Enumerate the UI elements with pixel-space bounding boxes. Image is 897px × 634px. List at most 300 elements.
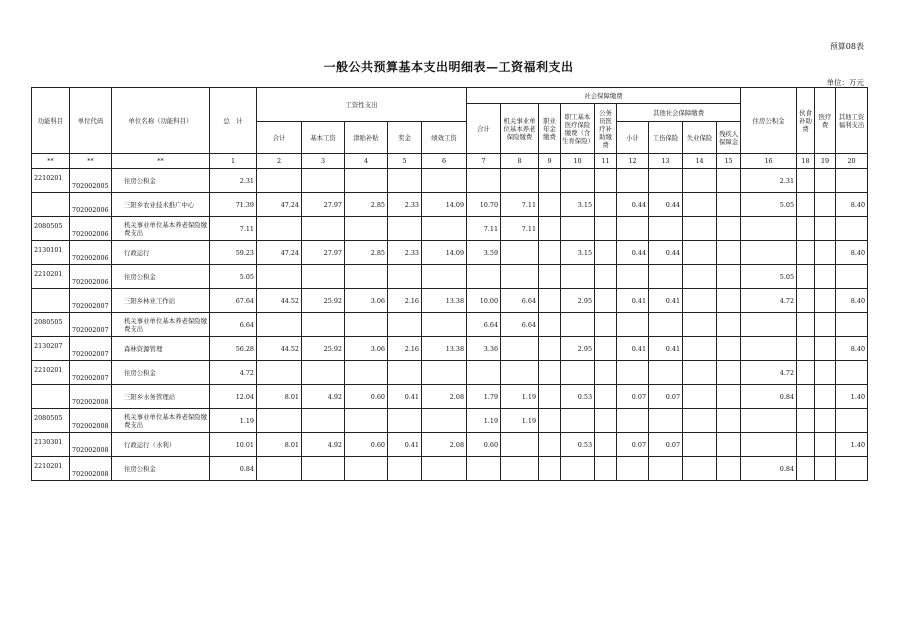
bonus-cell: 2.16	[388, 289, 422, 313]
injury-cell: 0.41	[649, 289, 683, 313]
page-title: 一般公共预算基本支出明细表—工资福利支出	[323, 60, 574, 74]
other-wage-welfare-cell: 8.40	[836, 337, 868, 361]
unit-code-cell: 702002006	[70, 241, 112, 265]
sequence-cell: 5	[388, 154, 422, 169]
other-subtotal-cell: 0.41	[617, 289, 649, 313]
civil-medical-cell	[595, 193, 617, 217]
medical-fee-cell	[815, 289, 836, 313]
wage-subtotal-cell: 44.52	[257, 289, 302, 313]
header-other-social-group: 其他社会保障缴费	[617, 104, 741, 122]
social-subtotal-cell: 1.79	[467, 385, 501, 409]
unit-name-cell: 三阳乡水务管理站	[112, 385, 210, 409]
other-wage-welfare-cell: 8.40	[836, 289, 868, 313]
total-cell: 59.23	[210, 241, 257, 265]
meal-subsidy-cell	[797, 337, 815, 361]
meal-subsidy-cell	[797, 217, 815, 241]
disability-cell	[717, 409, 741, 433]
pension-cell: 6.64	[501, 313, 539, 337]
disability-cell	[717, 385, 741, 409]
unit-code-cell: 702002007	[70, 337, 112, 361]
merit-pay-cell: 14.09	[422, 241, 467, 265]
unemployment-cell	[683, 385, 717, 409]
table-row	[32, 241, 868, 265]
meal-subsidy-cell	[797, 265, 815, 289]
allowance-cell	[345, 265, 388, 289]
civil-medical-cell	[595, 169, 617, 193]
unemployment-cell	[683, 457, 717, 481]
injury-cell	[649, 265, 683, 289]
social-subtotal-cell: 7.11	[467, 217, 501, 241]
disability-cell	[717, 241, 741, 265]
header-medical-insurance: 职工基本医疗保险缴费（含生育保险）	[561, 104, 595, 154]
pension-cell: 7.11	[501, 217, 539, 241]
wage-subtotal-cell: 44.52	[257, 337, 302, 361]
social-subtotal-cell: 1.19	[467, 409, 501, 433]
housing-fund-cell: 2.31	[741, 169, 797, 193]
meal-subsidy-cell	[797, 361, 815, 385]
unit-code-cell: 702002006	[70, 193, 112, 217]
medical-insurance-cell: 2.95	[561, 337, 595, 361]
sequence-cell: **	[32, 154, 70, 169]
other-subtotal-cell	[617, 457, 649, 481]
injury-cell	[649, 361, 683, 385]
civil-medical-cell	[595, 265, 617, 289]
bonus-cell: 2.16	[388, 337, 422, 361]
basic-wage-cell	[302, 217, 345, 241]
sequence-cell: 12	[617, 154, 649, 169]
housing-fund-cell	[741, 409, 797, 433]
total-cell: 4.72	[210, 361, 257, 385]
header-basic-wage: 基本工资	[302, 122, 345, 154]
allowance-cell	[345, 409, 388, 433]
unit-name-cell: 三阳乡林业工作站	[112, 289, 210, 313]
unemployment-cell	[683, 361, 717, 385]
medical-insurance-cell	[561, 265, 595, 289]
sequence-cell: 9	[539, 154, 561, 169]
medical-fee-cell	[815, 409, 836, 433]
injury-cell	[649, 409, 683, 433]
pension-cell	[501, 337, 539, 361]
housing-fund-cell: 5.05	[741, 265, 797, 289]
social-subtotal-cell: 3.59	[467, 241, 501, 265]
header-unit-name: 单位名称（功能科目）	[112, 88, 210, 154]
injury-cell	[649, 313, 683, 337]
basic-wage-cell: 4.92	[302, 433, 345, 457]
annuity-cell	[539, 241, 561, 265]
medical-fee-cell	[815, 265, 836, 289]
header-unit-code: 单位代码	[70, 88, 112, 154]
header-annuity: 职业年金缴费	[539, 104, 561, 154]
wage-subtotal-cell	[257, 265, 302, 289]
table-row	[32, 313, 868, 337]
social-subtotal-cell: 0.60	[467, 433, 501, 457]
unit-code-cell: 702002008	[70, 409, 112, 433]
sequence-cell: 6	[422, 154, 467, 169]
other-wage-welfare-cell	[836, 265, 868, 289]
social-subtotal-cell	[467, 265, 501, 289]
merit-pay-cell: 13.38	[422, 337, 467, 361]
table-row	[32, 409, 868, 433]
header-pension: 机关事业单位基本养老保险缴费	[501, 104, 539, 154]
social-subtotal-cell	[467, 457, 501, 481]
annuity-cell	[539, 433, 561, 457]
other-subtotal-cell	[617, 361, 649, 385]
injury-cell: 0.41	[649, 337, 683, 361]
housing-fund-cell	[741, 313, 797, 337]
unit-code-cell: 702002007	[70, 289, 112, 313]
other-wage-welfare-cell	[836, 361, 868, 385]
meal-subsidy-cell	[797, 313, 815, 337]
sequence-cell: 11	[595, 154, 617, 169]
unit-name-cell: 机关事业单位基本养老保险缴费支出	[112, 409, 210, 433]
annuity-cell	[539, 289, 561, 313]
meal-subsidy-cell	[797, 193, 815, 217]
merit-pay-cell	[422, 265, 467, 289]
unit-name-cell: 住房公积金	[112, 457, 210, 481]
sequence-cell: 13	[649, 154, 683, 169]
disability-cell	[717, 217, 741, 241]
unit-name-cell: 森林资源管理	[112, 337, 210, 361]
basic-wage-cell: 27.97	[302, 241, 345, 265]
other-wage-welfare-cell	[836, 313, 868, 337]
meal-subsidy-cell	[797, 457, 815, 481]
wage-subtotal-cell	[257, 361, 302, 385]
bonus-cell	[388, 217, 422, 241]
header-other-subtotal: 小计	[617, 122, 649, 154]
table-row	[32, 169, 868, 193]
medical-insurance-cell	[561, 169, 595, 193]
allowance-cell	[345, 457, 388, 481]
medical-insurance-cell	[561, 361, 595, 385]
bonus-cell	[388, 409, 422, 433]
medical-insurance-cell	[561, 409, 595, 433]
other-subtotal-cell: 0.44	[617, 241, 649, 265]
allowance-cell: 0.60	[345, 385, 388, 409]
header-merit-pay: 绩效工资	[422, 122, 467, 154]
injury-cell: 0.44	[649, 241, 683, 265]
other-subtotal-cell	[617, 313, 649, 337]
other-wage-welfare-cell	[836, 457, 868, 481]
civil-medical-cell	[595, 409, 617, 433]
unit-code-cell: 702002007	[70, 313, 112, 337]
unit-code-cell: 702002006	[70, 217, 112, 241]
unit-code-cell: 702002005	[70, 169, 112, 193]
unit-name-cell: 行政运行（水利）	[112, 433, 210, 457]
merit-pay-cell: 2.08	[422, 433, 467, 457]
table-row	[32, 433, 868, 457]
allowance-cell	[345, 361, 388, 385]
sequence-cell: 1	[210, 154, 257, 169]
unemployment-cell	[683, 433, 717, 457]
civil-medical-cell	[595, 385, 617, 409]
wage-subtotal-cell: 47.24	[257, 193, 302, 217]
unemployment-cell	[683, 313, 717, 337]
unit-code-cell: 702002008	[70, 385, 112, 409]
total-cell: 0.84	[210, 457, 257, 481]
bonus-cell: 2.33	[388, 241, 422, 265]
other-subtotal-cell: 0.07	[617, 385, 649, 409]
bonus-cell	[388, 169, 422, 193]
func-code-cell: 2080505	[32, 313, 70, 337]
bonus-cell: 2.33	[388, 193, 422, 217]
allowance-cell: 3.06	[345, 337, 388, 361]
annuity-cell	[539, 313, 561, 337]
annuity-cell	[539, 409, 561, 433]
meal-subsidy-cell	[797, 385, 815, 409]
header-disability-fund: 残疾人保障金	[717, 122, 741, 154]
header-row-1	[32, 88, 868, 104]
merit-pay-cell	[422, 169, 467, 193]
total-cell: 10.01	[210, 433, 257, 457]
table-row	[32, 289, 868, 313]
medical-fee-cell	[815, 313, 836, 337]
sequence-cell: 7	[467, 154, 501, 169]
wage-subtotal-cell	[257, 169, 302, 193]
social-subtotal-cell: 10.70	[467, 193, 501, 217]
table-body	[32, 169, 868, 481]
func-code-cell: 2130301	[32, 433, 70, 457]
wage-subtotal-cell: 47.24	[257, 241, 302, 265]
pension-cell	[501, 265, 539, 289]
pension-cell: 1.19	[501, 409, 539, 433]
disability-cell	[717, 265, 741, 289]
civil-medical-cell	[595, 433, 617, 457]
other-wage-welfare-cell	[836, 409, 868, 433]
unit-name-cell: 住房公积金	[112, 361, 210, 385]
sequence-cell: 16	[741, 154, 797, 169]
other-wage-welfare-cell: 1.40	[836, 385, 868, 409]
allowance-cell: 2.85	[345, 241, 388, 265]
basic-wage-cell: 25.92	[302, 289, 345, 313]
medical-insurance-cell: 3.15	[561, 241, 595, 265]
basic-wage-cell	[302, 457, 345, 481]
allowance-cell	[345, 313, 388, 337]
injury-cell	[649, 457, 683, 481]
sequence-cell: **	[112, 154, 210, 169]
unemployment-cell	[683, 169, 717, 193]
unit-name-cell: 住房公积金	[112, 169, 210, 193]
unit-name-cell: 住房公积金	[112, 265, 210, 289]
func-code-cell: 2130207	[32, 337, 70, 361]
medical-fee-cell	[815, 433, 836, 457]
bonus-cell	[388, 457, 422, 481]
basic-wage-cell	[302, 169, 345, 193]
allowance-cell: 3.06	[345, 289, 388, 313]
allowance-cell: 2.85	[345, 193, 388, 217]
housing-fund-cell: 0.84	[741, 457, 797, 481]
other-wage-welfare-cell: 8.40	[836, 193, 868, 217]
other-subtotal-cell	[617, 169, 649, 193]
other-subtotal-cell: 0.07	[617, 433, 649, 457]
medical-fee-cell	[815, 241, 836, 265]
housing-fund-cell	[741, 337, 797, 361]
basic-wage-cell: 4.92	[302, 385, 345, 409]
merit-pay-cell	[422, 313, 467, 337]
medical-fee-cell	[815, 457, 836, 481]
medical-fee-cell	[815, 217, 836, 241]
meal-subsidy-cell	[797, 169, 815, 193]
disability-cell	[717, 457, 741, 481]
merit-pay-cell: 2.08	[422, 385, 467, 409]
medical-insurance-cell: 0.53	[561, 433, 595, 457]
housing-fund-cell: 5.05	[741, 193, 797, 217]
sequence-cell: 10	[561, 154, 595, 169]
total-cell: 2.31	[210, 169, 257, 193]
pension-cell: 7.11	[501, 193, 539, 217]
unit-name-cell: 机关事业单位基本养老保险缴费支出	[112, 217, 210, 241]
annuity-cell	[539, 217, 561, 241]
unemployment-cell	[683, 409, 717, 433]
unemployment-cell	[683, 289, 717, 313]
header-wage-subtotal: 合计	[257, 122, 302, 154]
social-subtotal-cell	[467, 361, 501, 385]
disability-cell	[717, 433, 741, 457]
unemployment-cell	[683, 193, 717, 217]
disability-cell	[717, 313, 741, 337]
allowance-cell: 0.60	[345, 433, 388, 457]
header-housing-fund: 住房公积金	[741, 88, 797, 154]
basic-wage-cell	[302, 409, 345, 433]
injury-cell	[649, 169, 683, 193]
other-subtotal-cell: 0.41	[617, 337, 649, 361]
pension-cell: 1.19	[501, 385, 539, 409]
medical-insurance-cell	[561, 313, 595, 337]
civil-medical-cell	[595, 313, 617, 337]
form-code: 预算08表	[829, 42, 864, 51]
table-row	[32, 193, 868, 217]
merit-pay-cell	[422, 361, 467, 385]
social-subtotal-cell: 3.36	[467, 337, 501, 361]
meal-subsidy-cell	[797, 409, 815, 433]
bonus-cell: 0.41	[388, 385, 422, 409]
func-code-cell: 2210201	[32, 457, 70, 481]
unemployment-cell	[683, 337, 717, 361]
header-injury-insurance: 工伤保险	[649, 122, 683, 154]
table-row	[32, 385, 868, 409]
medical-insurance-cell: 3.15	[561, 193, 595, 217]
unit-name-cell: 行政运行	[112, 241, 210, 265]
pension-cell	[501, 433, 539, 457]
total-cell: 6.64	[210, 313, 257, 337]
disability-cell	[717, 169, 741, 193]
civil-medical-cell	[595, 337, 617, 361]
unit-name-cell: 机关事业单位基本养老保险缴费支出	[112, 313, 210, 337]
header-func-subject: 功能科目	[32, 88, 70, 154]
medical-fee-cell	[815, 169, 836, 193]
sequence-cell: 2	[257, 154, 302, 169]
total-cell: 5.05	[210, 265, 257, 289]
total-cell: 1.19	[210, 409, 257, 433]
injury-cell: 0.07	[649, 385, 683, 409]
medical-fee-cell	[815, 385, 836, 409]
pension-cell: 6.64	[501, 289, 539, 313]
injury-cell: 0.07	[649, 433, 683, 457]
bonus-cell	[388, 361, 422, 385]
table-row	[32, 337, 868, 361]
unemployment-cell	[683, 217, 717, 241]
sequence-cell: **	[70, 154, 112, 169]
annuity-cell	[539, 457, 561, 481]
func-code-cell: 2210201	[32, 265, 70, 289]
annuity-cell	[539, 193, 561, 217]
injury-cell	[649, 217, 683, 241]
civil-medical-cell	[595, 457, 617, 481]
social-subtotal-cell: 10.00	[467, 289, 501, 313]
column-sequence-row	[32, 154, 868, 169]
other-wage-welfare-cell	[836, 169, 868, 193]
pension-cell	[501, 241, 539, 265]
total-cell: 56.28	[210, 337, 257, 361]
unit-code-cell: 702002006	[70, 265, 112, 289]
meal-subsidy-cell	[797, 289, 815, 313]
disability-cell	[717, 289, 741, 313]
housing-fund-cell	[741, 217, 797, 241]
wage-subtotal-cell	[257, 313, 302, 337]
header-medical-fee: 医疗费	[815, 88, 836, 154]
annuity-cell	[539, 385, 561, 409]
table-row	[32, 265, 868, 289]
medical-insurance-cell	[561, 217, 595, 241]
injury-cell: 0.44	[649, 193, 683, 217]
basic-wage-cell: 27.97	[302, 193, 345, 217]
total-cell: 71.39	[210, 193, 257, 217]
bonus-cell: 0.41	[388, 433, 422, 457]
header-bonus: 奖金	[388, 122, 422, 154]
other-subtotal-cell	[617, 265, 649, 289]
func-code-cell: 2210201	[32, 169, 70, 193]
func-code-cell: 2080505	[32, 217, 70, 241]
total-cell: 7.11	[210, 217, 257, 241]
pension-cell	[501, 361, 539, 385]
header-civil-medical: 公务员医疗补助缴费	[595, 104, 617, 154]
unit-code-cell: 702002008	[70, 433, 112, 457]
unit-code-cell: 702002007	[70, 361, 112, 385]
merit-pay-cell	[422, 457, 467, 481]
wage-subtotal-cell	[257, 217, 302, 241]
merit-pay-cell: 14.09	[422, 193, 467, 217]
func-code-cell	[32, 385, 70, 409]
header-wage-group: 工资性支出	[257, 88, 467, 122]
civil-medical-cell	[595, 361, 617, 385]
expenditure-detail-table	[31, 87, 868, 481]
bonus-cell	[388, 265, 422, 289]
social-subtotal-cell: 6.64	[467, 313, 501, 337]
annuity-cell	[539, 337, 561, 361]
header-social-group: 社会保障缴费	[467, 88, 741, 104]
unemployment-cell	[683, 241, 717, 265]
sequence-cell: 4	[345, 154, 388, 169]
merit-pay-cell	[422, 217, 467, 241]
sequence-cell: 18	[797, 154, 815, 169]
basic-wage-cell: 25.92	[302, 337, 345, 361]
wage-subtotal-cell	[257, 457, 302, 481]
civil-medical-cell	[595, 217, 617, 241]
table-row	[32, 217, 868, 241]
unit-name-cell: 三阳乡农业技术推广中心	[112, 193, 210, 217]
housing-fund-cell: 4.72	[741, 361, 797, 385]
unemployment-cell	[683, 265, 717, 289]
basic-wage-cell	[302, 265, 345, 289]
header-social-subtotal: 合计	[467, 104, 501, 154]
func-code-cell: 2210201	[32, 361, 70, 385]
merit-pay-cell: 13.38	[422, 289, 467, 313]
pension-cell	[501, 169, 539, 193]
disability-cell	[717, 193, 741, 217]
pension-cell	[501, 457, 539, 481]
basic-wage-cell	[302, 313, 345, 337]
header-allowance: 津贴补贴	[345, 122, 388, 154]
other-subtotal-cell	[617, 409, 649, 433]
